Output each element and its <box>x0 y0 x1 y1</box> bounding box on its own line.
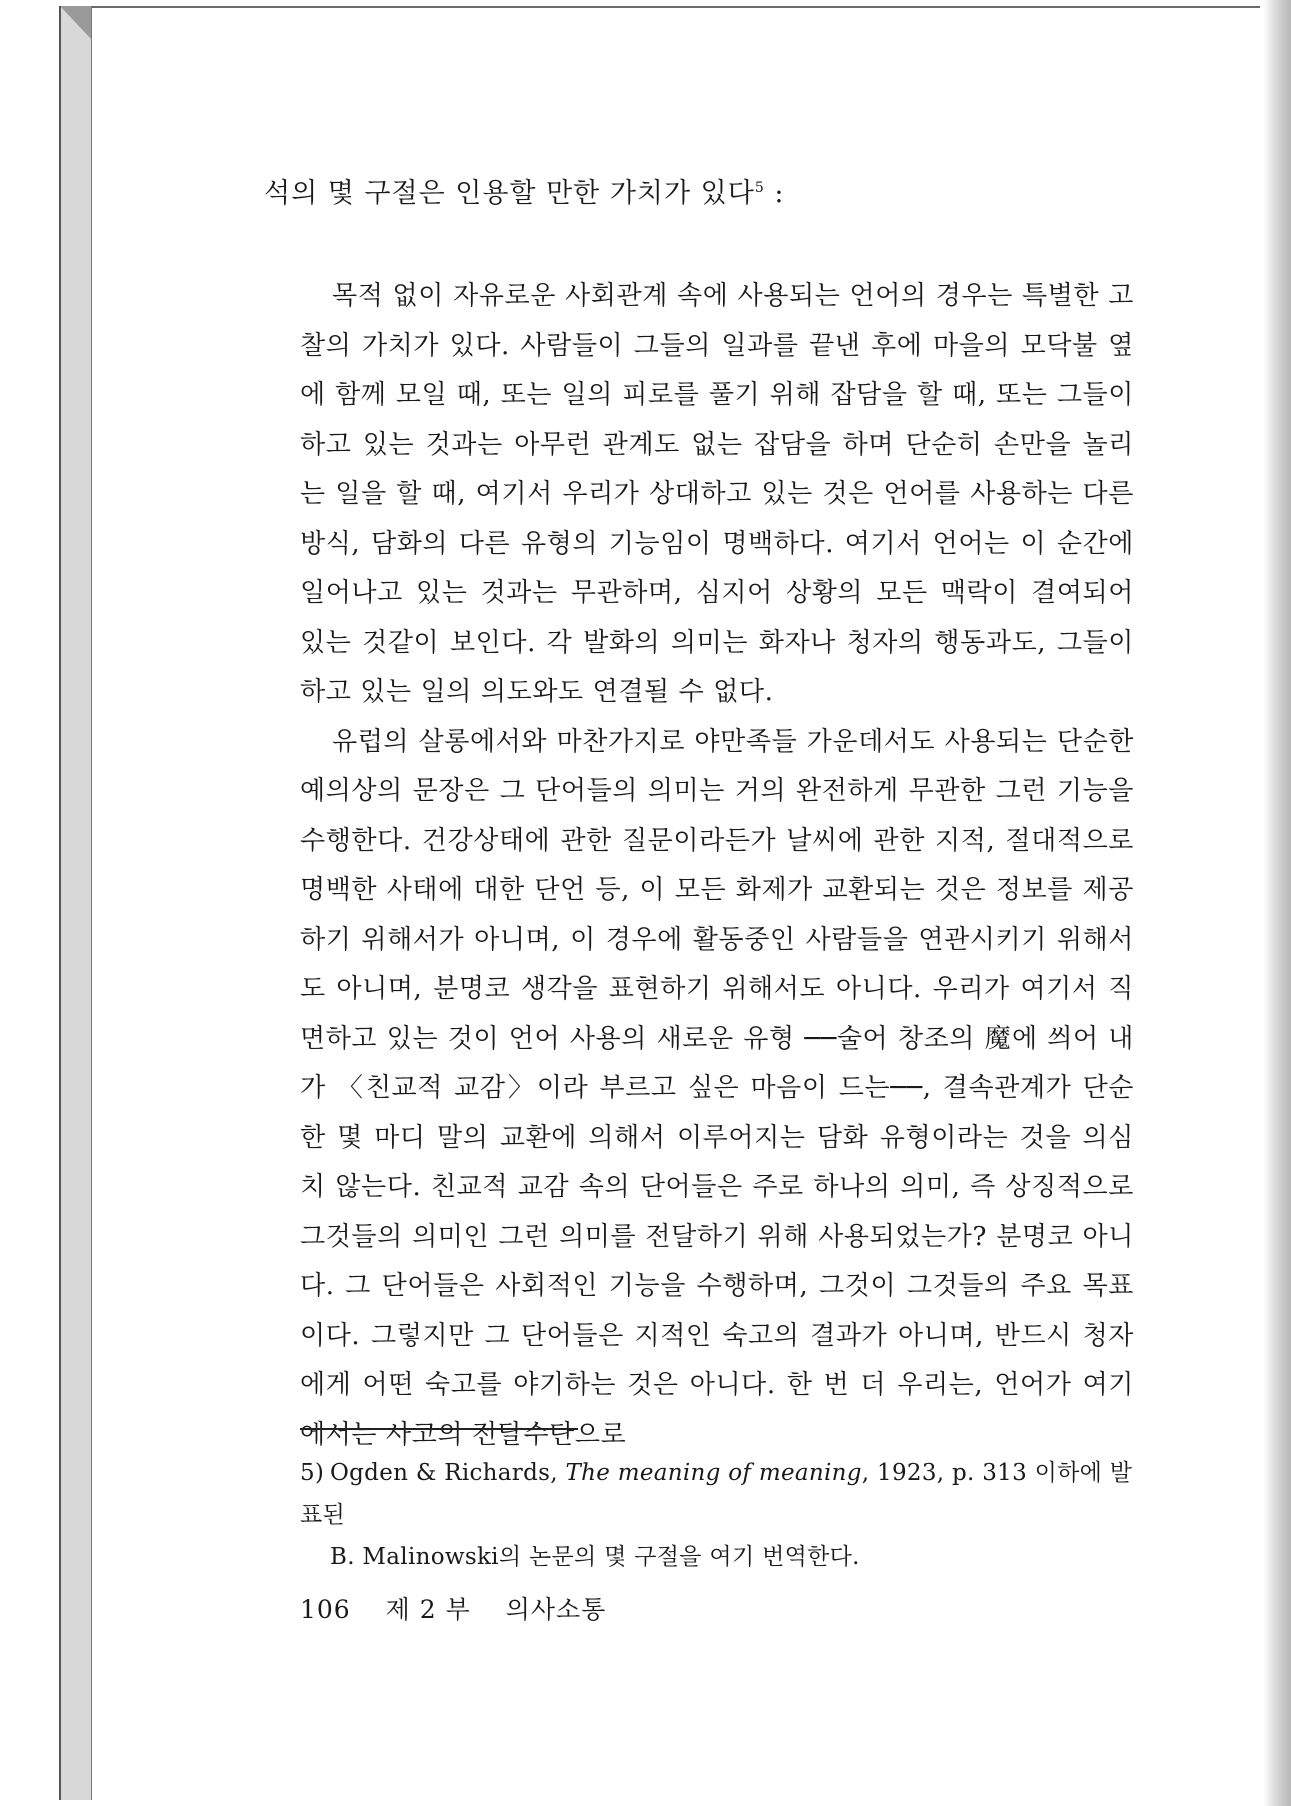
footnote-text-before: Ogden & Richards, <box>330 1460 566 1486</box>
page-number: 106 <box>300 1595 351 1624</box>
footnote <box>300 1452 1134 1578</box>
footnote-number: 5) <box>300 1460 325 1486</box>
section-label: 의사소통 <box>505 1595 607 1624</box>
intro-colon: : <box>764 178 785 209</box>
footnote-line-1 <box>300 1452 1134 1536</box>
quote-paragraph-1: 목적 없이 자유로운 사회관계 속에 사용되는 언어의 경우는 특별한 고찰의 가치가 있다. 사람들이 그들의 일과를 끝낸 후에 마을의 모닥불 옆에 함께 모일 때, 또는 일의 피로를 풀기 위해 잡담을 할 때, 또는 그들이 하고 있는 것과는 아무런 관계도 없는 잡담을 하며 단순히 손만을 놀리는 일을 할 때, 여기서 우리가 상대하고 있는 것은 언어를 사용하는 다른 방식, 담화의 다른 유형의 기능임이 명백하다. 여기서 언어는 이 순간에 일어나고 있는 것과는 무관하며, 심지어 상황의 모든 맥락이 결여되어 있는 것같이 보인다. 각 발화의 의미는 화자나 청자의 행동과도, 그들이 하고 있는 일의 의도와도 연결될 수 없다. <box>300 281 1134 707</box>
footnote-book-title: The meaning of meaning <box>565 1460 862 1486</box>
running-footer <box>300 1590 1170 1626</box>
block-quote <box>300 272 1134 1460</box>
page-shadow <box>1263 0 1291 1806</box>
intro-text: 석의 몇 구절은 인용할 만한 가치가 있다 <box>264 178 755 209</box>
quote-paragraph-2: 유럽의 살롱에서와 마찬가지로 야만족들 가운데서도 사용되는 단순한 예의상의 문장은 그 단어들의 의미는 거의 완전하게 무관한 그런 기능을 수행한다. 건강상태에 관한 질문이라든가 날씨에 관한 지적, 절대적으로 명백한 사태에 대한 단언 등, 이 모든 화제가 교환되는 것은 정보를 제공하기 위해서가 아니며, 이 경우에 활동중인 사람들을 연관시키기 위해서도 아니며, 분명코 생각을 표현하기 위해서도 아니다. 우리가 여기서 직면하고 있는 것이 언어 사용의 새로운 유형 ──술어 창조의 魔에 씌어 내가 〈친교적 교감〉이라 부르고 싶은 마음이 드는──, 결속관계가 단순한 몇 마디 말의 교환에 의해서 이루어지는 담화 유형이라는 것을 의심치 않는다. 친교적 교감 속의 단어들은 주로 하나의 의미, 즉 상징적으로 그것들의 의미인 그런 의미를 전달하기 위해 사용되었는가? 분명코 아니다. 그 단어들은 사회적인 기능을 수행하며, 그것이 그것들의 주요 목표이다. 그렇지만 그 단어들은 지적인 숙고의 결과가 아니며, 반드시 청자에게 어떤 숙고를 야기하는 것은 아니다. 한 번 더 우리는, 언어가 여기에서는 사고의 전달수단으로 <box>300 726 1134 1450</box>
part-label: 제 2 부 <box>385 1595 471 1624</box>
footnote-line-2: B. Malinowski의 논문의 몇 구절을 여기 번역한다. <box>330 1544 860 1570</box>
footnote-divider <box>300 1428 578 1430</box>
book-spine <box>0 0 92 1806</box>
footnote-reference: 5 <box>754 180 765 196</box>
footnote-text-after: , 1923, p. 313 이하에 발표된 <box>300 1460 1133 1528</box>
spine-face <box>60 6 92 1800</box>
intro-line <box>264 168 1134 214</box>
